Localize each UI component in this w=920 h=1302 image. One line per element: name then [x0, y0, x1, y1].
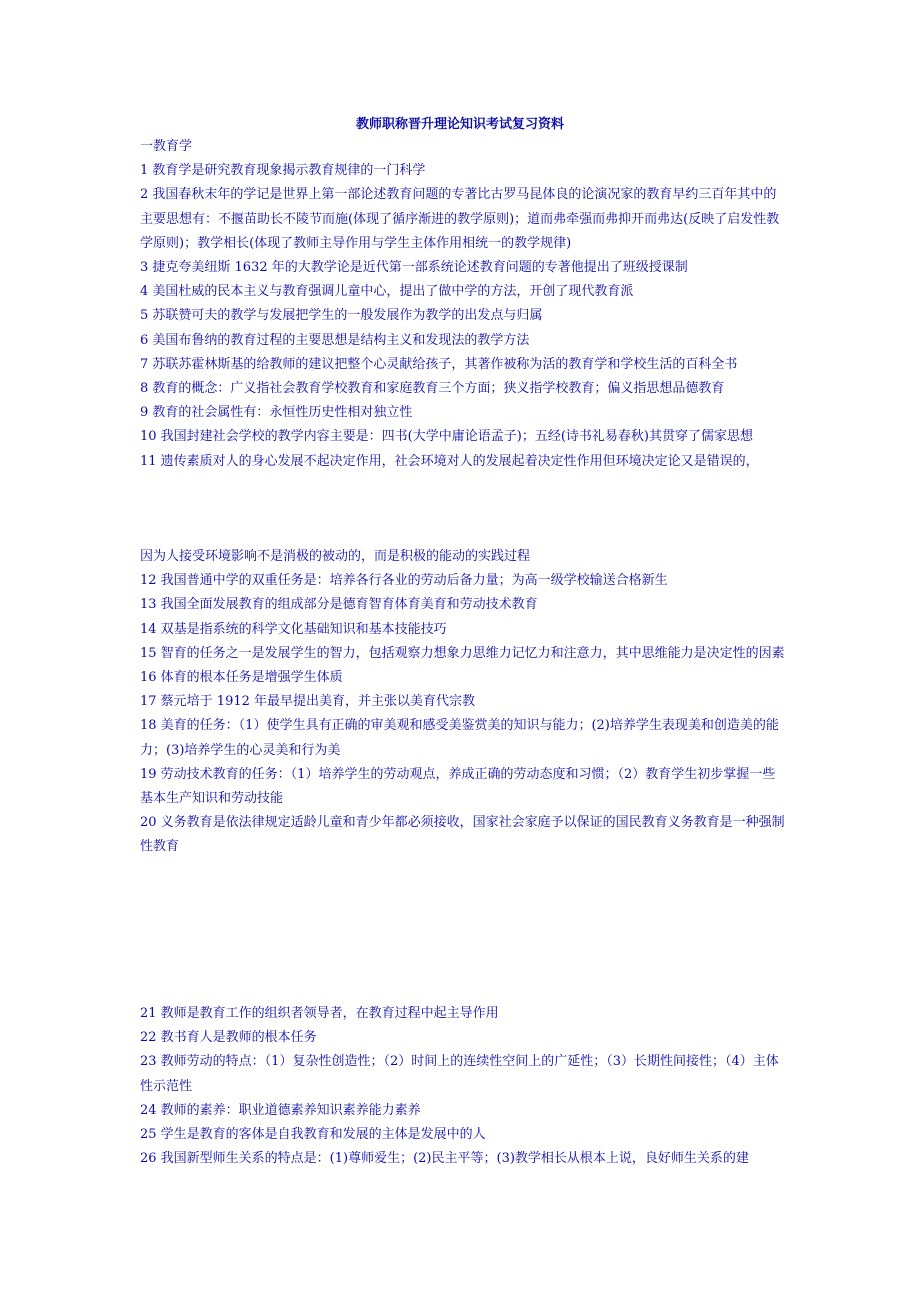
paragraph: 7 苏联苏霍林斯基的给教师的建议把整个心灵献给孩子，其著作被称为活的教育学和学校生活的百科全书	[140, 356, 738, 372]
paragraph: 1 教育学是研究教育现象揭示教育规律的一门科学	[140, 163, 426, 179]
text-block-2	[140, 545, 785, 860]
paragraph: 6 美国布鲁纳的教育过程的主要思想是结构主义和发现法的教学方法	[140, 332, 530, 348]
paragraph: 12 我国普通中学的双重任务是：培养各行各业的劳动后备力量；为高一级学校输送合格新生	[140, 573, 668, 589]
paragraph: 10 我国封建社会学校的教学内容主要是：四书(大学中庸论语孟子)；五经(诗书礼易春秋)其贯穿了儒家思想	[140, 429, 753, 445]
paragraph: 20 义务教育是依法律规定适龄儿童和青少年都必须接收，国家社会家庭予以保证的国民教育义务教育是一种强制性教育	[140, 815, 785, 855]
paragraph: 21 教师是教育工作的组织者领导者，在教育过程中起主导作用	[140, 1006, 499, 1021]
paragraph: 11 遗传素质对人的身心发展不起决定作用，社会环境对人的发展起着决定性作用但环境决定论又是错误的，	[140, 453, 759, 469]
document-title: 教师职称晋升理论知识考试复习资料	[355, 117, 564, 132]
paragraph: 22 教书育人是教师的根本任务	[140, 1030, 317, 1046]
paragraph: 25 学生是教育的客体是自我教育和发展的主体是发展中的人	[140, 1127, 486, 1143]
paragraph: 18 美育的任务：（1）使学生具有正确的审美观和感受美鉴赏美的知识与能力；(2)培养学生表现美和创造美的能力；(3)培养学生的心灵美和行为美	[140, 718, 779, 758]
paragraph: 2 我国春秋末年的学记是世界上第一部论述教育问题的专著比古罗马昆体良的论演况家的教育早约三百年其中的主要思想有：不揠苗助长不陵节而施(体现了循序渐进的教学原则)；道而弗牵强而弗抑开而弗达(反映了启发性教学原则)；教学相长(体现了教师主导作用与学生主体作用相统一的教学规律)	[140, 187, 780, 251]
paragraph: 4 美国杜威的民本主义与教育强调儿童中心，提出了做中学的方法，开创了现代教育派	[140, 284, 634, 300]
paragraph: 15 智育的任务之一是发展学生的智力，包括观察力想象力思维力记忆力和注意力，其中思维能力是决定性的因素	[140, 645, 785, 661]
paragraph: 24 教师的素养：职业道德素养知识素养能力素养	[140, 1102, 421, 1118]
paragraph: 13 我国全面发展教育的组成部分是德育智育体育美育和劳动技术教育	[140, 597, 538, 613]
paragraph: 9 教育的社会属性有：永恒性历史性相对独立性	[140, 405, 413, 421]
paragraph: 23 教师劳动的特点：（1）复杂性创造性；（2）时间上的连续性空间上的广延性；（3）长期性间接性；（4）主体性示范性	[140, 1054, 779, 1094]
text-block-3	[140, 1002, 785, 1171]
paragraph: 19 劳动技术教育的任务：（1）培养学生的劳动观点，养成正确的劳动态度和习惯；（2）教育学生初步掌握一些基本生产知识和劳动技能	[140, 766, 776, 807]
paragraph: 17 蔡元培于 1912 年最早提出美育，并主张以美育代宗教	[140, 694, 476, 710]
paragraph: 26 我国新型师生关系的特点是：(1)尊师爱生；(2)民主平等；(3)教学相长从根本上说，良好师生关系的建	[140, 1151, 749, 1167]
paragraph: 3 捷克夸美纽斯 1632 年的大教学论是近代第一部系统论述教育问题的专著他提出了班级授课制	[140, 260, 688, 276]
paragraph: 因为人接受环境影响不是消极的被动的，而是积极的能动的实践过程	[140, 549, 531, 564]
paragraph: 5 苏联赞可夫的教学与发展把学生的一般发展作为教学的出发点与归属	[140, 308, 543, 324]
paragraph: 8 教育的概念：广义指社会教育学校教育和家庭教育三个方面；狭义指学校教育；偏义指思想品德教育	[140, 381, 725, 397]
paragraph: 14 双基是指系统的科学文化基础知识和基本技能技巧	[140, 621, 447, 637]
section-heading: 一教育学	[140, 139, 193, 154]
paragraph: 16 体育的根本任务是增强学生体质	[140, 670, 343, 686]
text-block-1	[140, 135, 785, 474]
